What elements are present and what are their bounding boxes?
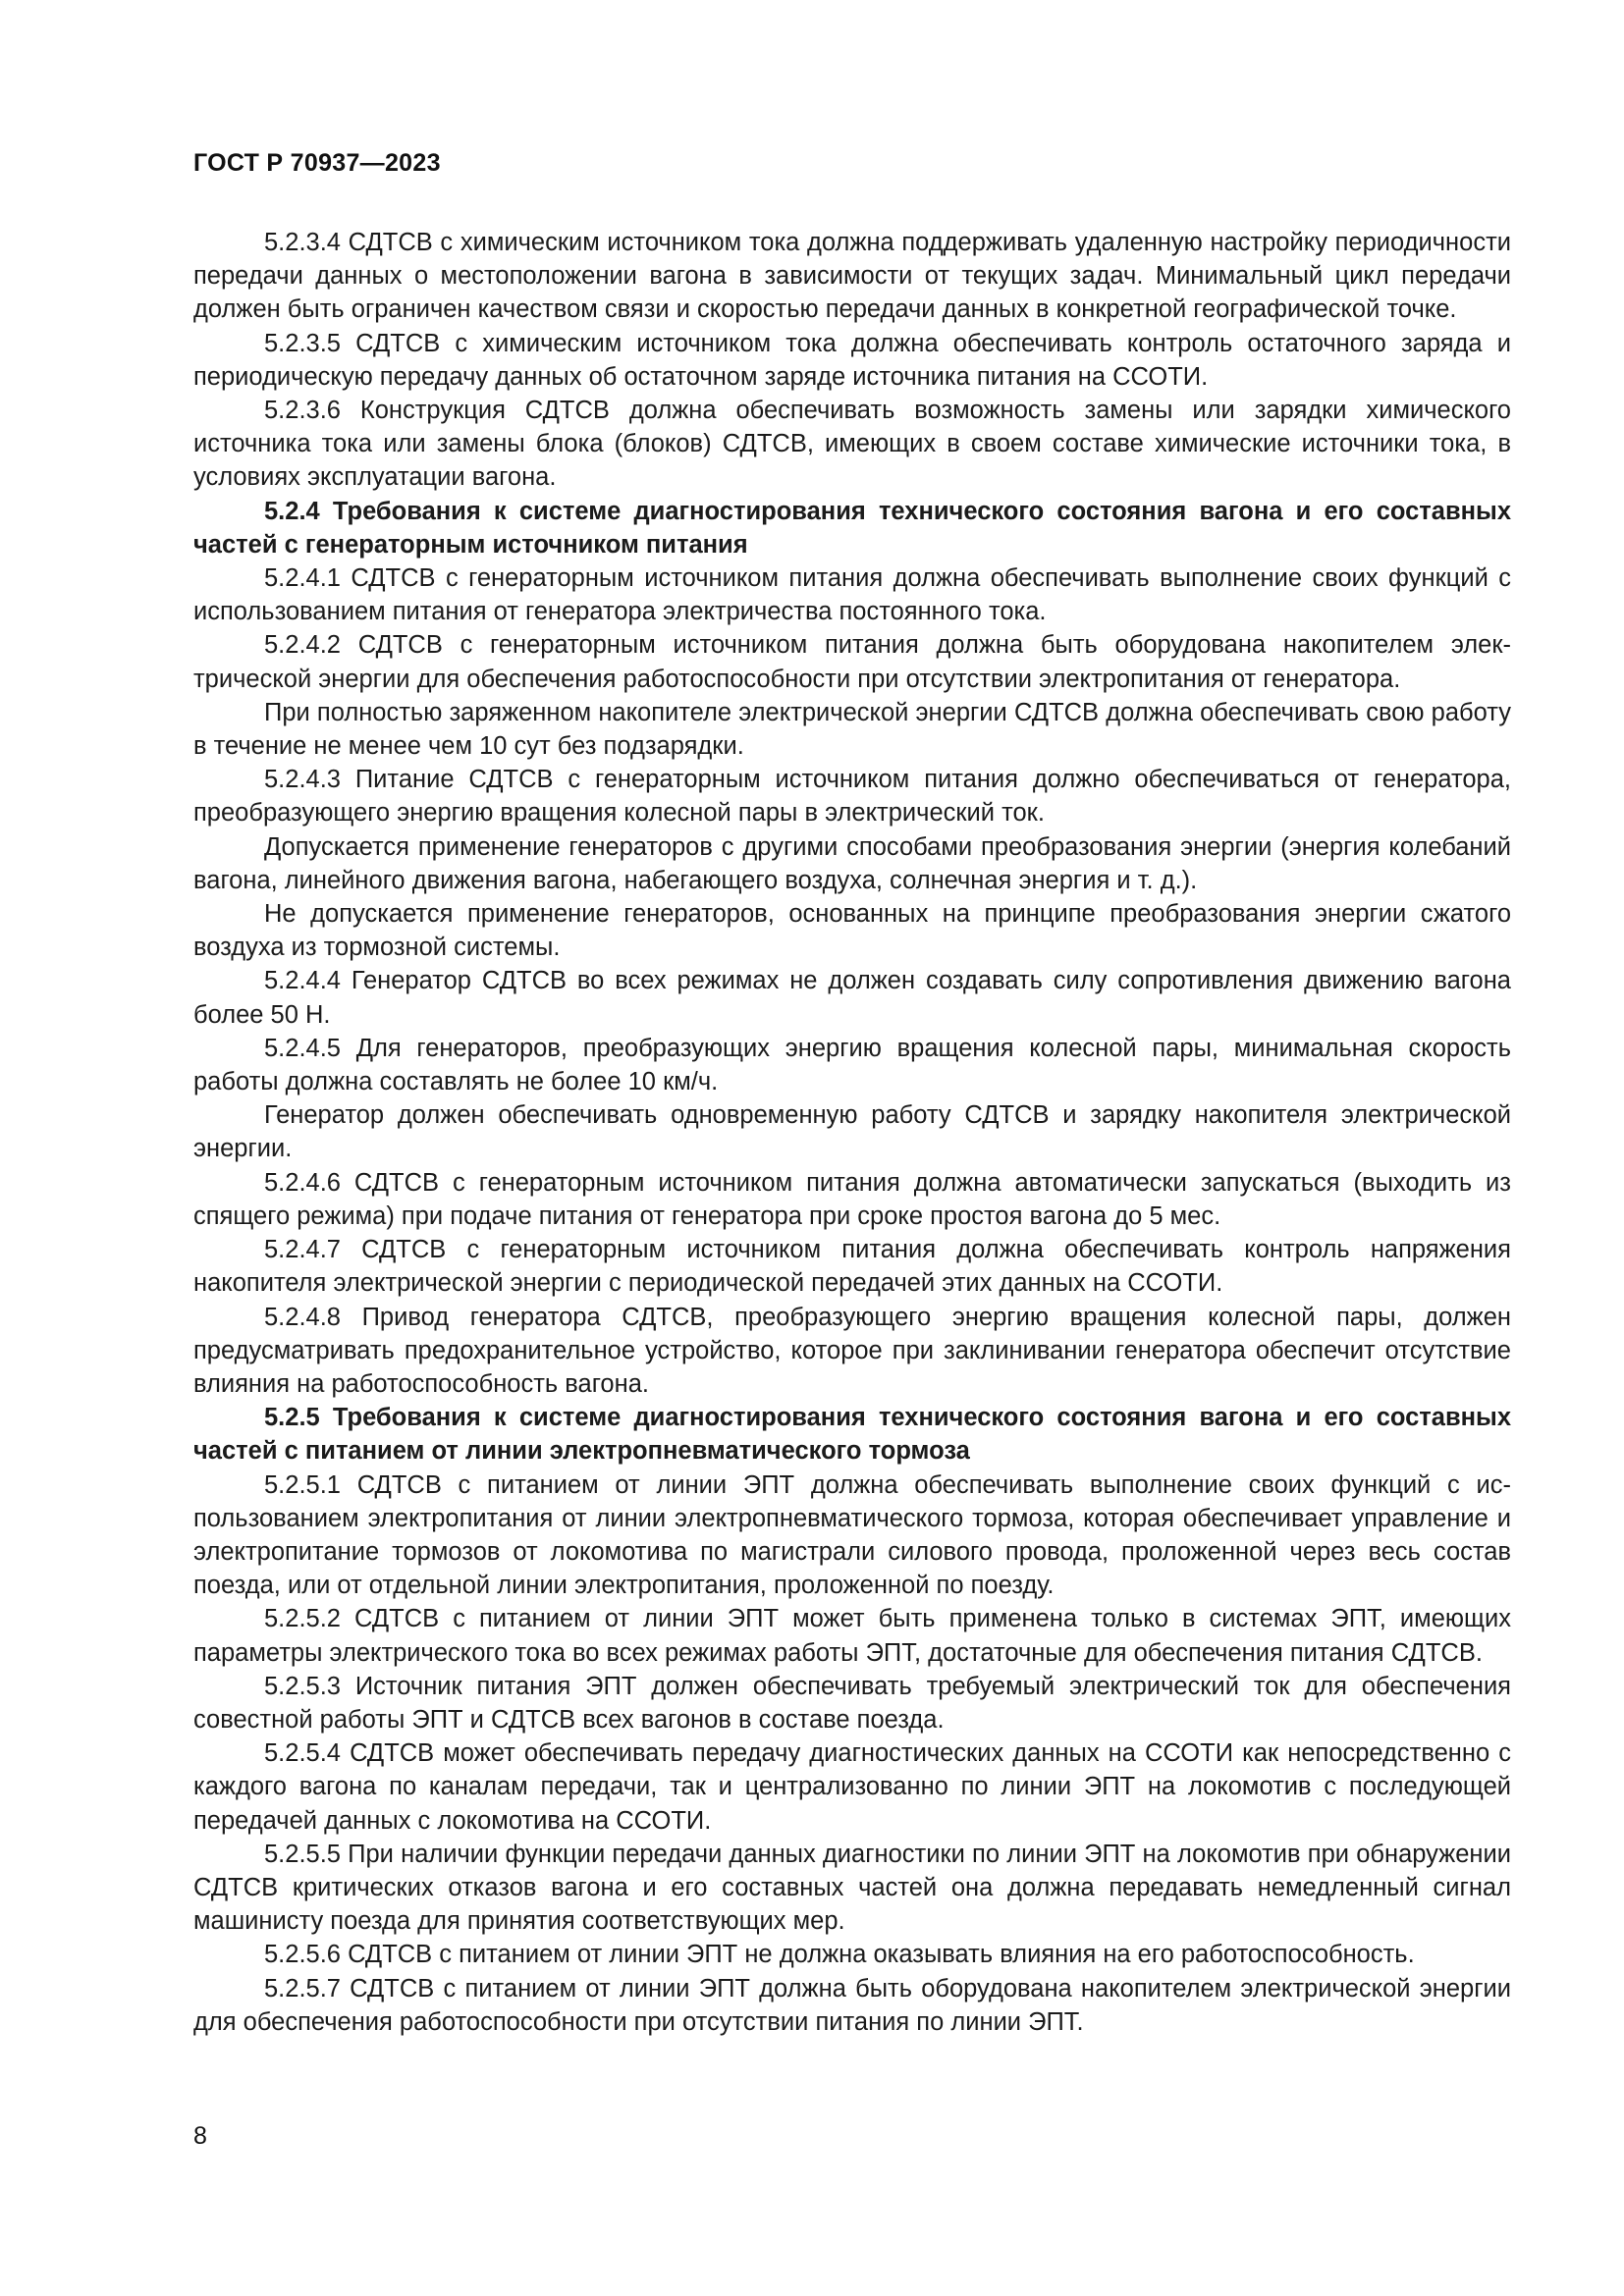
document-header: ГОСТ Р 70937—2023 (193, 149, 441, 177)
paragraph: 5.2.4.5 Для генераторов, преобразующих энергию вращения колесной пары, минимальная скорость работы должна составлять не более 10 км/ч. (193, 1034, 1511, 1096)
paragraph: 5.2.4.3 Питание СДТСВ с генераторным источником питания должно обеспечиваться от генератора, преобразующего энергию вращения колесной пары в электрический ток. (193, 766, 1511, 828)
paragraph: Генератор должен обеспечивать одновременную работу СДТСВ и зарядку накопителя электрической энергии. (193, 1101, 1511, 1163)
paragraph: 5.2.3.5 СДТСВ с химическим источником тока должна обеспечивать контроль остаточного заряда и периодическую передачу данных об остаточном заряде источника питания на ССОТИ. (193, 329, 1511, 391)
paragraph: 5.2.5.5 При наличии функции передачи данных диагностики по линии ЭПТ на локомотив при обнаружении СДТСВ критических отказов вагона и его составных частей она должна передавать немедленный сигнал машинисту поезда для принятия соответствующих мер. (193, 1840, 1511, 1936)
paragraph: Не допускается применение генераторов, основанных на принципе преобразования энергии сжатого воздуха из тормозной системы. (193, 900, 1511, 962)
paragraph: 5.2.4.1 СДТСВ с генераторным источником питания должна обеспечивать выполнение своих функций с использованием питания от генератора электричества постоянного тока. (193, 564, 1511, 626)
paragraph: 5.2.4.2 СДТСВ с генераторным источником питания должна быть оборудована накопителем электрической энергии для обеспечения работоспособности при отсутствии электропитания от генератора. (193, 631, 1511, 693)
section-heading: 5.2.4 Требования к системе диагностирования технического состояния вагона и его составных частей с генераторным источником питания (193, 497, 1511, 559)
paragraph: 5.2.3.4 СДТСВ с химическим источником тока должна поддерживать удаленную настройку периодичности передачи данных о местоположении вагона в зависимости от текущих задач. Минимальный цикл передачи должен быть ограничен качеством связи и скоростью передачи данных в конкретной географической точке. (193, 229, 1511, 324)
paragraph: 5.2.5.6 СДТСВ с питанием от линии ЭПТ не должна оказывать влияния на его работоспособность. (264, 1941, 1415, 1969)
paragraph: 5.2.5.2 СДТСВ с питанием от линии ЭПТ может быть применена только в системах ЭПТ, имеющих параметры электрического тока во всех режимах работы ЭПТ, достаточные для обеспечения питания СДТСВ. (193, 1605, 1511, 1667)
document-body (193, 226, 1511, 2039)
paragraph: При полностью заряженном накопителе электрической энергии СДТСВ должна обеспечивать свою работу в течение не менее чем 10 сут без подзарядки. (193, 698, 1511, 761)
paragraph: 5.2.5.3 Источник питания ЭПТ должен обеспечивать требуемый электрический ток для обеспечения совестной работы ЭПТ и СДТСВ всех вагонов в составе поезда. (193, 1672, 1511, 1734)
paragraph: 5.2.5.4 СДТСВ может обеспечивать передачу диагностических данных на ССОТИ как непосредственно с каждого вагона по каналам передачи, так и централизованно по линии ЭПТ на локомотив с последующей передачей данных с локомотива на ССОТИ. (193, 1739, 1511, 1835)
paragraph: 5.2.5.1 СДТСВ с питанием от линии ЭПТ должна обеспечивать выполнение своих функций с использованием электропитания от линии электропневматического тормоза, которая обеспечивает управление и электропитание тормозов от локомотива по магистрали силового провода, проложенной через весь состав поезда, или от отдельной линии электропитания, проложенной по поезду. (193, 1470, 1511, 1600)
paragraph: 5.2.4.7 СДТСВ с генераторным источником питания должна обеспечивать контроль напряжения накопителя электрической энергии с периодической передачей этих данных на ССОТИ. (193, 1236, 1511, 1298)
paragraph: 5.2.5.7 СДТСВ с питанием от линии ЭПТ должна быть оборудована накопителем электрической энергии для обеспечения работоспособности при отсутствии питания по линии ЭПТ. (193, 1974, 1511, 2036)
paragraph: 5.2.4.4 Генератор СДТСВ во всех режимах не должен создавать силу сопротивления движению вагона более 50 Н. (193, 967, 1511, 1029)
section-heading: 5.2.5 Требования к системе диагностирования технического состояния вагона и его составных частей с питанием от линии электропневматического тормоза (193, 1404, 1511, 1466)
paragraph: 5.2.3.6 Конструкция СДТСВ должна обеспечивать возможность замены или зарядки химического источника тока или замены блока (блоков) СДТСВ, имеющих в своем составе химические источники тока, в условиях эксплуатации вагона. (193, 397, 1511, 492)
paragraph: 5.2.4.8 Привод генератора СДТСВ, преобразующего энергию вращения колесной пары, должен предусматривать предохранительное устройство, которое при заклинивании генератора обеспечит отсутствие влияния на работоспособность вагона. (193, 1303, 1511, 1398)
page-number: 8 (193, 2122, 207, 2150)
paragraph: Допускается применение генераторов с другими способами преобразования энергии (энергия колебаний вагона, линейного движения вагона, набегающего воздуха, солнечная энергия и т. д.). (193, 832, 1511, 894)
paragraph: 5.2.4.6 СДТСВ с генераторным источником питания должна автоматически запускаться (выходить из спящего режима) при подаче питания от генератора при сроке простоя вагона до 5 мес. (193, 1168, 1511, 1230)
